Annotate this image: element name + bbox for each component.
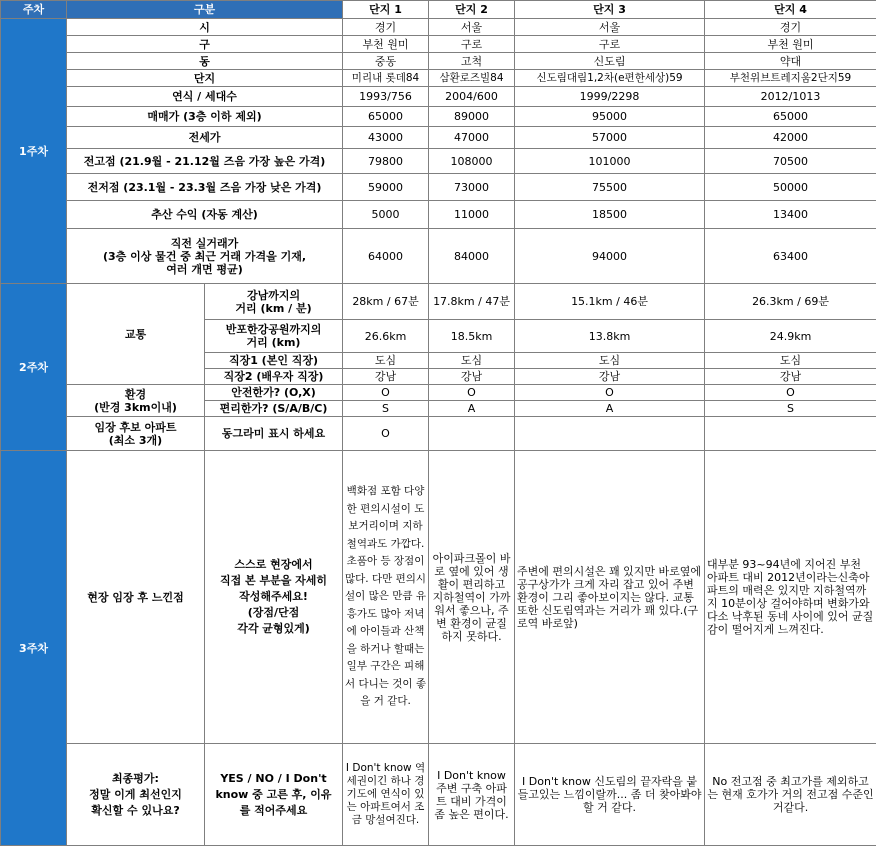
hint-line: (장점/단점 — [247, 606, 300, 619]
table-row — [1, 53, 876, 70]
job1-label[interactable]: 직장1 (본인 직장) — [205, 353, 343, 369]
table-row — [1, 417, 876, 451]
row-label[interactable]: 전세가 — [67, 127, 343, 149]
table-row — [1, 19, 876, 36]
cell[interactable]: 미리내 롯데84 — [343, 70, 429, 87]
table-row — [1, 127, 876, 149]
table-row — [1, 107, 876, 127]
hint-line: 각각 균형있게) — [237, 622, 310, 635]
table-row — [1, 201, 876, 229]
hint-line: know 중 고른 후, 이유 — [215, 787, 332, 801]
cell[interactable]: 서울 — [429, 19, 515, 36]
table-row — [1, 284, 876, 320]
row-label[interactable]: 시 — [67, 19, 343, 36]
header-week[interactable]: 주차 — [1, 1, 67, 19]
cell[interactable]: 84000 — [429, 229, 515, 284]
cell[interactable]: 89000 — [429, 107, 515, 127]
final-eval-hint[interactable] — [205, 744, 343, 846]
cell[interactable]: 경기 — [705, 19, 876, 36]
label-line: 강남까지의 — [246, 288, 301, 302]
row-label[interactable]: 전고점 (21.9월 - 21.12월 즈음 가장 높은 가격) — [67, 149, 343, 174]
cell[interactable]: 중동 — [343, 53, 429, 70]
cell[interactable]: O — [343, 417, 429, 451]
cell[interactable]: 도심 — [343, 353, 429, 369]
final-cell-1[interactable]: I Don't know 역세권이긴 하나 경기도에 연식이 있는 아파트여서 조금 망설여진다. — [343, 744, 429, 846]
table-row — [1, 744, 876, 846]
final-eval-label[interactable] — [67, 744, 205, 846]
table-row — [1, 36, 876, 53]
final-cell-2[interactable]: I Don't know 주변 구축 아파트 대비 가격이 좀 높은 편이다. — [429, 744, 515, 846]
cell[interactable]: 64000 — [343, 229, 429, 284]
cell[interactable]: 1999/2298 — [515, 87, 705, 107]
row-label[interactable]: 전저점 (23.1월 - 23.3월 즈음 가장 낮은 가격) — [67, 174, 343, 201]
label-line: 반포한강공원까지의 — [225, 323, 322, 336]
final-cell-4[interactable]: No 전고점 중 최고가를 제외하고는 현재 호가가 거의 전고점 수준인 거같다. — [705, 744, 876, 846]
row-label[interactable]: 추산 수익 (자동 계산) — [67, 201, 343, 229]
cell[interactable]: 75500 — [515, 174, 705, 201]
cell[interactable]: 부천위브트레지움2단지59 — [705, 70, 876, 87]
row-label[interactable]: 연식 / 세대수 — [67, 87, 343, 107]
cell[interactable]: 강남 — [515, 369, 705, 385]
impression-cell-1[interactable]: 백화점 포함 다양한 편의시설이 도보거리이며 지하철역과도 가깝다. 초품아 등 장점이 많다. 다만 편의시설이 많은 만큼 유흥가도 많아 저녁에 아이들과 산책을 하거나 할때는 일부 구간은 피해서 다니는 것이 좋을 거 같다. — [343, 451, 429, 744]
impression-hint[interactable] — [205, 451, 343, 744]
cell[interactable]: 18.5km — [429, 320, 515, 353]
hint-line: 를 적어주세요 — [239, 803, 308, 817]
week-label-1[interactable]: 1주차 — [1, 19, 67, 284]
cell[interactable]: S — [705, 401, 876, 417]
header-complex-3[interactable]: 단지 3 — [515, 1, 705, 19]
gangnam-label[interactable] — [205, 284, 343, 320]
label-line: 최종평가: — [112, 771, 159, 785]
candidate-hint[interactable]: 동그라미 표시 하세요 — [205, 417, 343, 451]
table-row — [1, 174, 876, 201]
cell[interactable]: 65000 — [343, 107, 429, 127]
environment-label[interactable] — [67, 385, 205, 417]
cell[interactable]: 신도림 — [515, 53, 705, 70]
label-line: (3층 이상 물건 중 최근 거래 가격을 기재, — [102, 249, 307, 263]
cell[interactable]: 18500 — [515, 201, 705, 229]
row-label[interactable]: 매매가 (3층 이하 제외) — [67, 107, 343, 127]
label-line: (반경 3km이내) — [94, 400, 177, 414]
cell[interactable]: O — [343, 385, 429, 401]
banpo-label[interactable] — [205, 320, 343, 353]
cell[interactable]: 서울 — [515, 19, 705, 36]
job2-label[interactable]: 직장2 (배우자 직장) — [205, 369, 343, 385]
label-line: 정말 이게 최선인지 — [89, 787, 182, 801]
cell[interactable]: 108000 — [429, 149, 515, 174]
week-label-3[interactable]: 3주차 — [1, 451, 67, 846]
impression-cell-3[interactable]: 주변에 편의시설은 꽤 있지만 바로옆에 공구상가가 크게 자리 잡고 있어 주변 환경이 그리 좋아보이지는 않다. 교통 또한 신도림역과는 거리가 꽤 있다.(구로역 바로앞) — [515, 451, 705, 744]
cell[interactable]: S — [343, 401, 429, 417]
label-line: 환경 — [124, 387, 147, 401]
header-complex-4[interactable]: 단지 4 — [705, 1, 876, 19]
cell[interactable]: 47000 — [429, 127, 515, 149]
cell[interactable]: 95000 — [515, 107, 705, 127]
cell[interactable]: O — [515, 385, 705, 401]
convenience-label[interactable]: 편리한가? (S/A/B/C) — [205, 401, 343, 417]
impression-label[interactable]: 현장 임장 후 느낀점 — [67, 451, 205, 744]
cell[interactable]: 26.6km — [343, 320, 429, 353]
cell[interactable]: A — [429, 401, 515, 417]
cell[interactable]: 2012/1013 — [705, 87, 876, 107]
cell[interactable]: 57000 — [515, 127, 705, 149]
table-row — [1, 70, 876, 87]
hint-line: 직접 본 부분을 자세히 — [219, 574, 328, 587]
cell[interactable]: 1993/756 — [343, 87, 429, 107]
label-line: (최소 3개) — [108, 433, 163, 447]
cell[interactable]: 강남 — [429, 369, 515, 385]
cell[interactable]: 70500 — [705, 149, 876, 174]
cell[interactable] — [515, 417, 705, 451]
impression-cell-2[interactable]: 아이파크몰이 바로 옆에 있어 생활이 편리하고 지하철역이 가까워서 좋으나, 주변 환경이 균질하지 못하다. — [429, 451, 515, 744]
table-row — [1, 385, 876, 401]
cell[interactable]: 101000 — [515, 149, 705, 174]
header-category[interactable]: 구분 — [67, 1, 343, 19]
cell[interactable]: 28km / 67분 — [343, 284, 429, 320]
recent-price-label[interactable] — [67, 229, 343, 284]
cell[interactable]: 94000 — [515, 229, 705, 284]
cell[interactable] — [429, 417, 515, 451]
cell[interactable]: 13.8km — [515, 320, 705, 353]
cell[interactable]: 59000 — [343, 174, 429, 201]
cell[interactable]: 경기 — [343, 19, 429, 36]
cell[interactable]: 구로 — [429, 36, 515, 53]
cell[interactable]: 65000 — [705, 107, 876, 127]
cell[interactable]: 구로 — [515, 36, 705, 53]
hint-line: 작성해주세요! — [239, 590, 308, 603]
cell[interactable]: 도심 — [429, 353, 515, 369]
cell[interactable]: 26.3km / 69분 — [705, 284, 876, 320]
cell[interactable]: 강남 — [705, 369, 876, 385]
table-row — [1, 451, 876, 744]
cell[interactable]: O — [429, 385, 515, 401]
row-label[interactable]: 동 — [67, 53, 343, 70]
cell[interactable]: 삼환로즈빌84 — [429, 70, 515, 87]
table-row — [1, 87, 876, 107]
hint-line: 스스로 현장에서 — [234, 558, 313, 571]
label-line: 임장 후보 아파트 — [94, 420, 177, 434]
cell[interactable]: 5000 — [343, 201, 429, 229]
cell[interactable]: 50000 — [705, 174, 876, 201]
table-row — [1, 149, 876, 174]
cell[interactable]: 신도림대림1,2차(e편한세상)59 — [515, 70, 705, 87]
cell[interactable]: 13400 — [705, 201, 876, 229]
label-line: 거리 (km / 분) — [235, 301, 312, 315]
table-row — [1, 229, 876, 284]
cell[interactable]: 약대 — [705, 53, 876, 70]
impression-cell-4[interactable]: 대부분 93~94년에 지어진 부천 아파트 대비 2012년이라는신축아파트의 매력은 있지만 지하철역까지 10분이상 걸어야하며 변화가와 다소 낙후된 동네 사이에 있어 균질감이 떨어지게 느껴진다. — [705, 451, 876, 744]
label-line: 확신할 수 있나요? — [91, 803, 180, 817]
cell[interactable]: 강남 — [343, 369, 429, 385]
header-complex-2[interactable]: 단지 2 — [429, 1, 515, 19]
cell[interactable]: O — [705, 385, 876, 401]
label-line: 여러 개면 평균) — [166, 262, 243, 276]
cell[interactable]: 79800 — [343, 149, 429, 174]
candidate-label[interactable] — [67, 417, 205, 451]
traffic-label[interactable]: 교통 — [67, 284, 205, 385]
cell[interactable]: 63400 — [705, 229, 876, 284]
label-line: 거리 (km) — [246, 336, 301, 349]
cell[interactable] — [705, 417, 876, 451]
cell[interactable]: 부천 원미 — [705, 36, 876, 53]
cell[interactable]: A — [515, 401, 705, 417]
cell[interactable]: 17.8km / 47분 — [429, 284, 515, 320]
safety-label[interactable]: 안전한가? (O,X) — [205, 385, 343, 401]
header-complex-1[interactable]: 단지 1 — [343, 1, 429, 19]
cell[interactable]: 도심 — [515, 353, 705, 369]
cell[interactable]: 15.1km / 46분 — [515, 284, 705, 320]
cell[interactable]: 24.9km — [705, 320, 876, 353]
row-label[interactable]: 구 — [67, 36, 343, 53]
cell[interactable]: 11000 — [429, 201, 515, 229]
cell[interactable]: 고척 — [429, 53, 515, 70]
cell[interactable]: 2004/600 — [429, 87, 515, 107]
final-cell-3[interactable]: I Don't know 신도림의 끝자락을 붙들고있는 느낌이랄까... 좀 더 찾아봐야 할 거 같다. — [515, 744, 705, 846]
week-label-2[interactable]: 2주차 — [1, 284, 67, 451]
label-line: 직전 실거래가 — [170, 236, 239, 250]
cell[interactable]: 도심 — [705, 353, 876, 369]
cell[interactable]: 42000 — [705, 127, 876, 149]
cell[interactable]: 부천 원미 — [343, 36, 429, 53]
hint-line: YES / NO / I Don't — [220, 771, 327, 785]
cell[interactable]: 43000 — [343, 127, 429, 149]
cell[interactable]: 73000 — [429, 174, 515, 201]
row-label[interactable]: 단지 — [67, 70, 343, 87]
